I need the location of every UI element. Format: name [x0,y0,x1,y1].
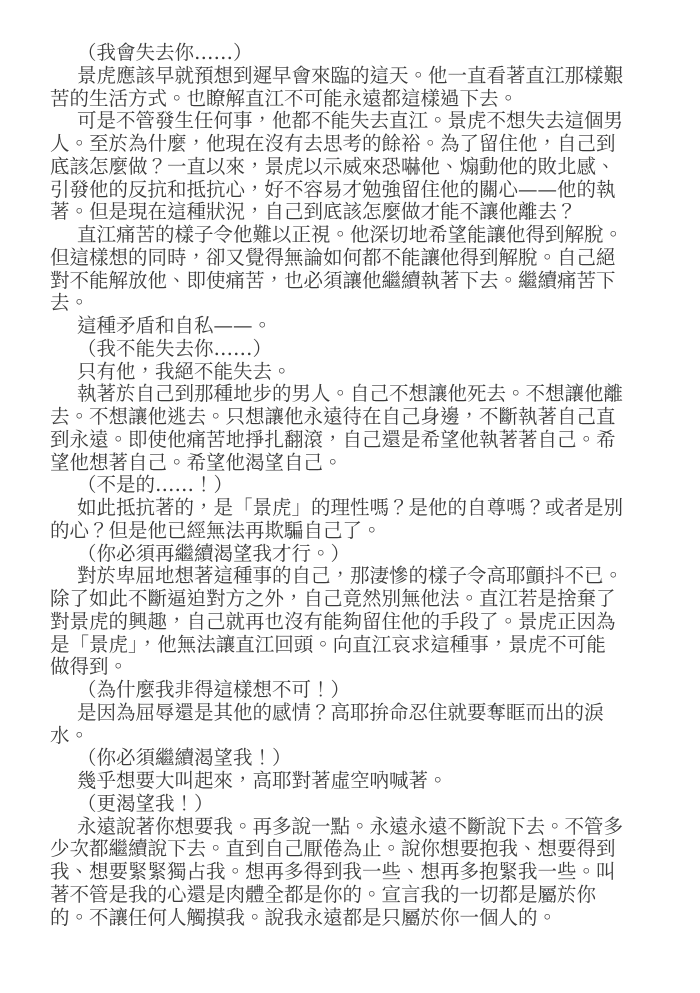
text-line: 我、想要緊緊獨占我。想再多得到我一些、想再多抱緊我一些。叫 [50,860,616,883]
text-line: 除了如此不斷逼迫對方之外，自己竟然別無他法。直江若是捨棄了 [50,587,616,610]
text-line: 只有他，我絕不能失去。 [77,359,292,383]
text-line: 執著於自己到那種地步的男人。自己不想讓他死去。不想讓他離 [77,382,624,406]
text-line: （你必須再繼續渴望我才行。） [77,541,351,565]
text-line: 的。不讓任何人觸摸我。說我永遠都是只屬於你一個人的。 [50,905,558,929]
text-line: 這種矛盾和自私——。 [77,314,273,337]
text-line: 引發他的反抗和抵抗心，好不容易才勉強留住他的關心——他的執 [50,177,616,201]
text-line: 對於卑屈地想著這種事的自己，那淒慘的樣子令高耶顫抖不已。 [77,564,624,588]
text-line: 是因為屈辱還是其他的感情？高耶拚命忍住就要奪眶而出的淚 [77,700,604,724]
text-line: （我不能失去你……） [77,336,273,360]
text-line: 人。至於為什麼，他現在沒有去思考的餘裕。為了留住他，自己到 [50,132,616,155]
text-line: 做得到。 [50,655,129,679]
text-line: （更渴望我！） [77,791,214,815]
text-line: 景虎應該早就預想到遲早會來臨的這天。他一直看著直江那樣艱 [77,63,624,87]
text-line: 可是不管發生任何事，他都不能失去直江。景虎不想失去這個男 [77,109,624,133]
text-line: 苦的生活方式。也瞭解直江不可能永遠都這樣過下去。 [50,86,519,110]
text-line: 如此抵抗著的，是「景虎」的理性嗎？是他的自尊嗎？或者是別 [77,496,624,519]
text-line: 對景虎的興趣，自己就再也沒有能夠留住他的手段了。景虎正因為 [50,609,616,633]
text-line: （你必須繼續渴望我！） [77,746,292,770]
text-line: （為什麼我非得這樣想不可！） [77,678,351,701]
text-line: 到永遠。即使他痛苦地掙扎翻滾，自己還是希望他執著著自己。希 [50,427,616,451]
text-line: 的心？但是他已經無法再欺騙自己了。 [50,518,382,542]
text-line: 著。但是現在這種狀況，自己到底該怎麼做才能不讓他離去？ [50,200,577,224]
text-line: 水。 [50,723,90,747]
text-line: 是「景虎」，他無法讓直江回頭。向直江哀求這種事，景虎不可能 [50,632,606,656]
text-line: 但這樣想的同時，卻又覺得無論如何都不能讓他得到解脫。自己絕 [50,245,616,269]
text-line: 底該怎麼做？一直以來，景虎以示威來恐嚇他、煽動他的敗北感、 [50,154,616,178]
text-line: 著不管是我的心還是肉體全都是你的。宣言我的一切都是屬於你 [50,882,597,906]
text-line: 去。不想讓他逃去。只想讓他永遠待在自己身邊，不斷執著自己直 [50,405,616,428]
text-line: （我會失去你……） [77,41,253,64]
text-line: 去。 [50,291,90,315]
text-line: 永遠說著你想要我。再多說一點。永遠永遠不斷說下去。不管多 [77,814,624,838]
text-line: 對不能解放他、即使痛苦，也必須讓他繼續執著下去。繼續痛苦下 [50,268,616,292]
text-line: 望他想著自己。希望他渴望自己。 [50,450,343,474]
text-line: （不是的……！） [77,473,234,497]
text-line: 少次都繼續說下去。直到自己厭倦為止。說你想要抱我、想要得到 [50,837,616,861]
text-line: 幾乎想要大叫起來，高耶對著虛空吶喊著。 [77,769,448,792]
text-line: 直江痛苦的樣子令他難以正視。他深切地希望能讓他得到解脫。 [77,223,624,246]
text-block [50,42,670,929]
